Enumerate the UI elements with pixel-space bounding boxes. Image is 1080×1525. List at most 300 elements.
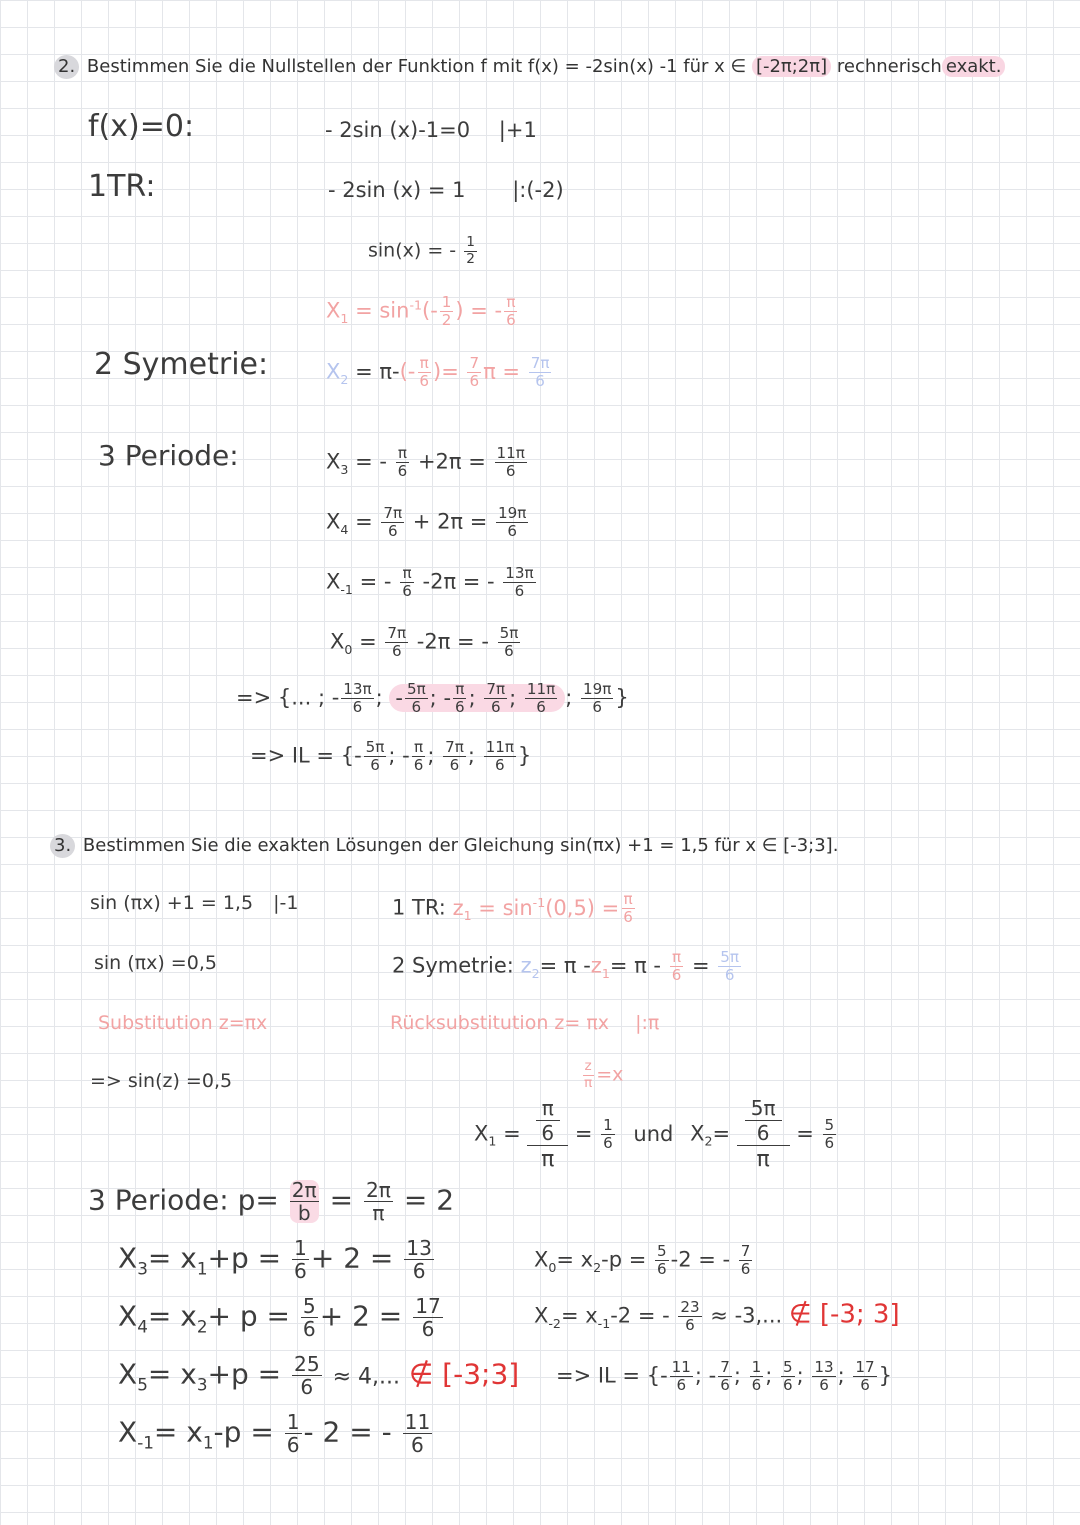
num: 1: [466, 234, 475, 250]
txt: + 2 =: [310, 1241, 394, 1275]
num: 7: [740, 1242, 751, 1260]
t3-periode: [88, 1178, 455, 1226]
t3-eq-3: => sin(z) =0,5: [90, 1070, 233, 1092]
fraction: [453, 682, 467, 715]
substitution-note: Substitution z=πx: [98, 1012, 268, 1034]
txt: |:π: [635, 1012, 660, 1034]
den: 6: [740, 1260, 751, 1279]
t3-tr1: [392, 892, 637, 925]
num: 1: [603, 1115, 613, 1134]
solution-set-L: [250, 740, 531, 773]
txt: +p =: [207, 1357, 282, 1391]
fraction: [582, 1060, 594, 1090]
txt: +2π =: [417, 449, 486, 474]
den: 6: [413, 756, 424, 775]
den: 6: [514, 582, 525, 601]
den: 6: [506, 311, 516, 330]
fraction: [412, 740, 426, 773]
num: π: [402, 564, 412, 582]
fraction: [404, 1236, 434, 1284]
fraction: [823, 1115, 837, 1153]
eq-line-1: [325, 120, 537, 141]
txt: =: [329, 1183, 354, 1217]
fraction: [292, 1236, 309, 1284]
txt: -p =: [601, 1247, 647, 1272]
txt: (-: [399, 359, 416, 384]
sub: 2: [196, 1316, 208, 1337]
den: 6: [676, 1376, 687, 1395]
interval-highlight: [-2π;2π]: [752, 56, 831, 77]
sub: 2: [704, 1133, 713, 1149]
var: X: [326, 449, 341, 474]
txt: -: [443, 685, 452, 710]
den: 6: [507, 522, 517, 541]
x4-line-t3: [118, 1294, 445, 1342]
fraction: [364, 740, 387, 773]
den: 6: [671, 966, 682, 985]
txt: (-: [422, 298, 438, 323]
fraction: [364, 1178, 393, 1226]
txt: )=: [433, 359, 459, 384]
not-in-interval: ∉ [-3;3]: [408, 1357, 520, 1391]
den: 6: [824, 1134, 835, 1153]
sub: 1: [463, 907, 472, 923]
fraction: [750, 1360, 764, 1393]
num: 5: [302, 1294, 316, 1318]
txt: -2 = -: [670, 1247, 731, 1272]
sub: 4: [340, 521, 349, 537]
txt: = -: [355, 449, 387, 474]
txt: = π -: [609, 953, 661, 978]
sub: 1: [202, 1432, 214, 1453]
num: 5π: [365, 738, 385, 756]
num: 11: [671, 1358, 691, 1376]
sub: 5: [137, 1374, 148, 1395]
eq-text: - 2sin (x) = 1: [328, 178, 466, 202]
fraction: [385, 626, 408, 659]
fraction: [621, 892, 635, 925]
num: 7: [469, 354, 480, 372]
x1-line: [326, 295, 520, 328]
fraction: [290, 1178, 319, 1226]
num: 13π: [343, 680, 372, 698]
txt: ;: [796, 1363, 804, 1388]
den: 6: [504, 642, 514, 661]
den: 6: [541, 1121, 555, 1145]
fraction: [484, 682, 507, 715]
x4-line: [326, 506, 530, 539]
txt: = x: [147, 1241, 197, 1275]
fraction: [292, 1352, 322, 1400]
sup: -1: [409, 297, 422, 313]
fraction: [503, 566, 535, 599]
num: 11: [404, 1410, 431, 1434]
fraction: [467, 356, 481, 389]
eq-op: |:(-2): [512, 178, 564, 202]
fraction: [495, 446, 527, 479]
sub: 0: [344, 641, 353, 657]
num: 5: [657, 1242, 667, 1260]
den: 6: [490, 698, 501, 717]
xm2-line-t3: [534, 1300, 900, 1333]
label: 2 Symetrie:: [392, 953, 514, 978]
var: z: [590, 953, 602, 978]
num: π: [506, 293, 516, 311]
den: 6: [352, 698, 363, 717]
num: π: [455, 680, 465, 698]
fraction: [496, 506, 528, 539]
txt: ≈ -3,...: [710, 1303, 783, 1328]
den: 6: [449, 756, 460, 775]
den: 6: [419, 372, 429, 391]
num: 23: [680, 1298, 700, 1316]
den: 2: [466, 250, 475, 267]
var: X: [534, 1303, 549, 1328]
num: 1: [441, 293, 452, 311]
var: X: [326, 359, 341, 384]
fraction: [341, 682, 373, 715]
txt: -2π = -: [422, 569, 495, 594]
txt: π =: [483, 359, 521, 384]
var: X: [118, 1241, 138, 1275]
txt: p=: [237, 1183, 279, 1217]
eq-text: - 2sin (x)-1=0: [325, 118, 471, 142]
txt: -p =: [213, 1415, 274, 1449]
num: 19π: [582, 680, 612, 698]
sub: -1: [137, 1432, 154, 1453]
fraction: [739, 1244, 753, 1277]
txt: + 2π =: [412, 509, 488, 534]
var: X: [326, 569, 341, 594]
den: 6: [387, 522, 398, 541]
fraction: [381, 506, 404, 539]
txt: = x: [556, 1247, 594, 1272]
sub: 1: [601, 965, 610, 981]
xm1-line: [326, 566, 538, 599]
label-periode: 3 Periode:: [98, 439, 239, 472]
exakt-highlight: exakt.: [942, 56, 1006, 77]
fraction: [440, 295, 454, 328]
num: 7π: [530, 354, 550, 372]
den: 6: [411, 698, 422, 717]
den: π: [372, 1201, 385, 1226]
num: π: [671, 948, 682, 966]
num: 5π: [499, 624, 519, 642]
txt: ;: [467, 743, 475, 768]
num: 11π: [496, 444, 525, 462]
txt: =: [796, 1121, 814, 1146]
txt: =: [355, 509, 373, 534]
txt: ;: [509, 685, 517, 710]
fraction: [601, 1115, 615, 1153]
sub: 2: [593, 1259, 602, 1275]
den: 6: [819, 1376, 829, 1395]
txt: }: [615, 685, 629, 710]
num: 11π: [485, 738, 514, 756]
txt: = π-: [355, 359, 400, 384]
txt: ;: [694, 1363, 702, 1388]
num: 5: [783, 1358, 793, 1376]
den: 6: [302, 1317, 316, 1342]
fraction: [498, 626, 521, 659]
txt: => IL = {-: [250, 743, 362, 768]
den: 6: [286, 1433, 300, 1458]
fraction: [529, 356, 552, 389]
fraction: [718, 1360, 732, 1393]
fraction: [670, 1360, 693, 1393]
txt: => IL = {-: [556, 1363, 668, 1388]
txt: =: [503, 1121, 521, 1146]
fraction: [443, 740, 466, 773]
txt: }: [878, 1363, 893, 1388]
all-solutions-set: [236, 682, 629, 715]
txt: = x: [147, 1357, 197, 1391]
fraction: [285, 1410, 302, 1458]
num: 5π: [745, 1098, 782, 1121]
den: π: [541, 1147, 555, 1172]
xm1-line-t3: [118, 1410, 434, 1458]
var: X: [118, 1415, 138, 1449]
sub: 3: [196, 1374, 208, 1395]
num: 11π: [526, 680, 556, 698]
task-prompt: Bestimmen Sie die exakten Lösungen der Gleichung sin(πx) +1 = 1,5 für x ∈ [-3;3].: [82, 835, 839, 856]
txt: =: [692, 953, 710, 978]
den: b: [297, 1201, 311, 1226]
sup: -1: [532, 894, 546, 910]
var: X: [330, 629, 345, 654]
num: 5π: [720, 948, 740, 966]
eq-text: sin(x) = -: [368, 239, 457, 262]
txt: ;: [429, 685, 437, 710]
x0-line-t3: [534, 1244, 754, 1277]
num: 25: [294, 1352, 320, 1376]
txt: ;: [375, 685, 383, 710]
txt: +p =: [207, 1241, 282, 1275]
num: 7π: [486, 680, 506, 698]
num: 7π: [383, 504, 403, 522]
var: X: [326, 298, 341, 323]
num: π: [536, 1098, 560, 1121]
fraction: [781, 1360, 795, 1393]
sub: 3: [340, 461, 349, 477]
txt: + p =: [207, 1299, 290, 1333]
arrow: =>: [236, 685, 272, 710]
task2-heading: [54, 55, 1005, 79]
txt: = x: [560, 1303, 598, 1328]
eq-line-2: [328, 180, 564, 201]
txt: =: [359, 629, 377, 654]
label-1tr: 1TR:: [88, 169, 156, 204]
num: 13π: [505, 564, 534, 582]
sub: 2: [340, 371, 349, 387]
fraction: [403, 1410, 433, 1458]
fraction: [525, 682, 557, 715]
num: π: [419, 354, 429, 372]
txt: -2π = -: [416, 629, 489, 654]
sub: 1: [340, 310, 349, 326]
den: π: [756, 1147, 770, 1172]
t3-eq-1: [90, 894, 298, 913]
den: 6: [505, 462, 516, 481]
fraction: [745, 1098, 782, 1143]
txt: = x: [147, 1299, 197, 1333]
label: 3 Periode:: [88, 1183, 229, 1217]
sub: 1: [488, 1133, 497, 1149]
var: X: [118, 1357, 138, 1391]
txt: -2 = -: [610, 1303, 670, 1328]
num: π: [623, 890, 633, 908]
fraction-1-2: [464, 236, 477, 266]
fraction: [301, 1294, 318, 1342]
num: 5: [824, 1115, 835, 1134]
eq-text: sin (πx) +1 = 1,5: [90, 892, 254, 914]
den: 6: [494, 756, 505, 775]
num: 17: [855, 1358, 875, 1376]
t3-eq-2: sin (πx) =0,5: [94, 952, 217, 974]
txt: =: [574, 1121, 593, 1146]
den: 6: [536, 698, 546, 717]
num: [737, 1098, 790, 1146]
den: 6: [720, 1376, 730, 1395]
den: 6: [724, 966, 735, 985]
den: 6: [455, 698, 465, 717]
txt: -: [395, 685, 403, 710]
den: 6: [402, 582, 412, 601]
num: 2π: [291, 1178, 317, 1202]
sub: 3: [137, 1258, 148, 1279]
den: 6: [685, 1316, 695, 1335]
den: 6: [421, 1317, 435, 1342]
label: 1 TR:: [392, 895, 446, 920]
den: 6: [603, 1134, 613, 1153]
txt: ;: [733, 1363, 741, 1388]
var: X: [534, 1247, 549, 1272]
x2-line: [326, 356, 553, 389]
x1-x2-result: [474, 1098, 838, 1171]
num: 17: [415, 1294, 441, 1318]
txt: + 2 =: [319, 1299, 403, 1333]
num: π: [413, 738, 424, 756]
den: π: [584, 1074, 593, 1091]
num: 7π: [445, 738, 464, 756]
sub: -1: [597, 1315, 611, 1331]
den: 6: [592, 698, 602, 717]
label-f-zero: f(x)=0:: [88, 109, 195, 144]
txt: = 2: [403, 1183, 455, 1217]
den: 6: [657, 1260, 667, 1279]
num: 7π: [387, 624, 407, 642]
fraction: [405, 682, 428, 715]
txt: }: [517, 743, 532, 768]
txt: ;: [837, 1363, 845, 1388]
den: 2: [441, 311, 452, 330]
den: 6: [751, 1376, 762, 1395]
txt: =: [712, 1121, 731, 1146]
tr1-calc: [452, 890, 637, 927]
den: 6: [756, 1121, 770, 1145]
not-in-interval: ∉ [-3; 3]: [788, 1299, 900, 1330]
num: 5π: [406, 680, 426, 698]
den: 6: [860, 1376, 870, 1395]
fraction: [396, 446, 410, 479]
task-number: 2.: [54, 55, 79, 79]
sub: 2: [531, 965, 540, 981]
fraction: [484, 740, 516, 773]
txt: ;: [388, 743, 396, 768]
eq-line-3: [368, 236, 479, 266]
compound-fraction: [737, 1098, 790, 1171]
txt: = x: [153, 1415, 203, 1449]
x3-line-t3: [118, 1236, 436, 1284]
txt: ;: [468, 685, 476, 710]
txt: ;: [427, 743, 435, 768]
sub: 4: [137, 1316, 148, 1337]
fraction: [400, 566, 414, 599]
den: 6: [391, 642, 402, 661]
den: 6: [412, 1259, 426, 1284]
var: X: [118, 1299, 138, 1333]
fraction: [413, 1294, 443, 1342]
label-symetrie: 2 Symetrie:: [94, 347, 269, 382]
den: 6: [535, 372, 545, 391]
x0-line: [330, 626, 522, 659]
num: 1: [751, 1358, 762, 1376]
den: 6: [294, 1259, 307, 1284]
t3-solution-set: [556, 1360, 892, 1393]
txt: ;: [565, 685, 573, 710]
sub: 0: [548, 1259, 557, 1275]
den: 6: [397, 462, 408, 481]
fraction: [670, 950, 684, 983]
txt: ≈ 4,...: [332, 1364, 400, 1390]
var: z: [452, 895, 464, 920]
num: 1: [294, 1236, 307, 1260]
fraction: [853, 1360, 876, 1393]
fraction: [504, 295, 518, 328]
txt: = π -: [539, 953, 591, 978]
txt: = -: [359, 569, 392, 594]
txt: =x: [596, 1063, 624, 1086]
num: [527, 1098, 568, 1146]
fraction: [812, 1360, 835, 1393]
fraction: [678, 1300, 701, 1333]
eq-op: |-1: [273, 892, 299, 914]
eq-op: |+1: [498, 118, 537, 142]
txt: -: [402, 743, 410, 768]
var: X: [690, 1121, 705, 1146]
den: 6: [300, 1375, 314, 1400]
fraction: [718, 950, 741, 983]
z-over-pi-eq-x: [580, 1060, 623, 1090]
num: π: [397, 444, 407, 462]
t3-sym: [392, 950, 743, 983]
sub: -2: [548, 1315, 561, 1331]
highlighted-solutions: [389, 680, 565, 717]
txt: = sin: [348, 298, 410, 323]
num: 1: [286, 1410, 300, 1434]
txt: (0,5) =: [545, 895, 620, 920]
txt: {... ; -: [277, 685, 340, 710]
ruecksubstitution: [390, 1014, 659, 1033]
den: 6: [370, 756, 380, 775]
num: 13: [814, 1358, 834, 1376]
fraction: [535, 1098, 560, 1143]
txt: Rücksubstitution z= πx: [390, 1012, 610, 1034]
txt: - 2 = -: [303, 1415, 392, 1449]
fraction: [417, 356, 431, 389]
var: z: [520, 953, 532, 978]
x3-line: [326, 446, 529, 479]
